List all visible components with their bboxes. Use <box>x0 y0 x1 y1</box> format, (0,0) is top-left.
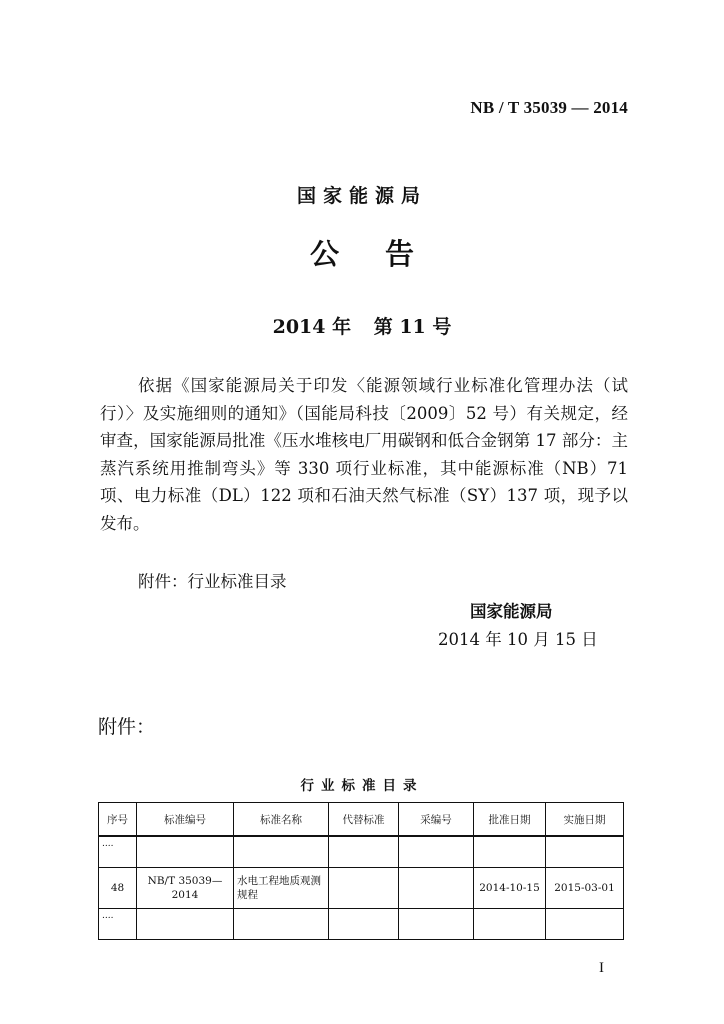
col-header-approved: 批准日期 <box>474 803 546 837</box>
cell-approved <box>474 909 546 940</box>
cell-adoption <box>399 868 474 909</box>
cell-replaces <box>329 909 399 940</box>
cell-name <box>234 836 329 868</box>
cell-approved: 2014-10-15 <box>474 868 546 909</box>
cell-approved <box>474 836 546 868</box>
cell-code <box>137 836 234 868</box>
cell-code: NB/T 35039—2014 <box>137 868 234 909</box>
notice-title: 公告 <box>309 237 460 271</box>
cell-replaces <box>329 868 399 909</box>
standard-number: NB / T 35039 — 2014 <box>470 98 628 117</box>
col-header-adoption: 采编号 <box>399 803 474 837</box>
issuing-agency: 国家能源局 <box>296 185 427 207</box>
issue-year: 2014 年 <box>272 316 352 338</box>
cell-code <box>137 909 234 940</box>
table-row <box>99 868 624 909</box>
table-header-row <box>99 803 624 837</box>
col-header-seq: 序号 <box>99 803 137 837</box>
cell-seq: .... <box>99 836 137 868</box>
table-row <box>99 909 624 940</box>
cell-adoption <box>399 909 474 940</box>
col-header-name: 标准名称 <box>234 803 329 837</box>
cell-seq: .... <box>99 909 137 940</box>
issue-line <box>0 312 724 339</box>
col-header-effective: 实施日期 <box>546 803 624 837</box>
col-header-code: 标准编号 <box>137 803 234 837</box>
annex-label: 附件： <box>98 716 156 738</box>
issue-number: 第 11 号 <box>373 316 452 338</box>
cell-effective: 2015-03-01 <box>546 868 624 909</box>
cell-name: 水电工程地质观测规程 <box>234 868 329 909</box>
page-number: I <box>599 960 604 976</box>
signature-agency: 国家能源局 <box>470 602 553 621</box>
table-title: 行业标准目录 <box>300 778 424 794</box>
cell-effective <box>546 909 624 940</box>
cell-adoption <box>399 836 474 868</box>
col-header-replaces: 代替标准 <box>329 803 399 837</box>
attachment-reference: 附件：行业标准目录 <box>138 572 287 591</box>
standards-catalog-table <box>98 802 624 940</box>
notice-body: 依据《国家能源局关于印发〈能源领域行业标准化管理办法（试行）〉及实施细则的通知》（国能局科技〔2009〕52 号）有关规定，经审查，国家能源局批准《压水堆核电厂用碳钢和低合金钢第 17 部分：主蒸汽系统用推制弯头》等 330 项行业标准，其中能源标准（NB）71 项、电力标准（DL）122 项和石油天然气标准（SY）137 项，现予以发布。 <box>100 376 628 533</box>
cell-effective <box>546 836 624 868</box>
cell-name <box>234 909 329 940</box>
signature-date: 2014 年 10 月 15 日 <box>438 630 598 649</box>
cell-replaces <box>329 836 399 868</box>
cell-seq: 48 <box>99 868 137 909</box>
table-row <box>99 836 624 868</box>
